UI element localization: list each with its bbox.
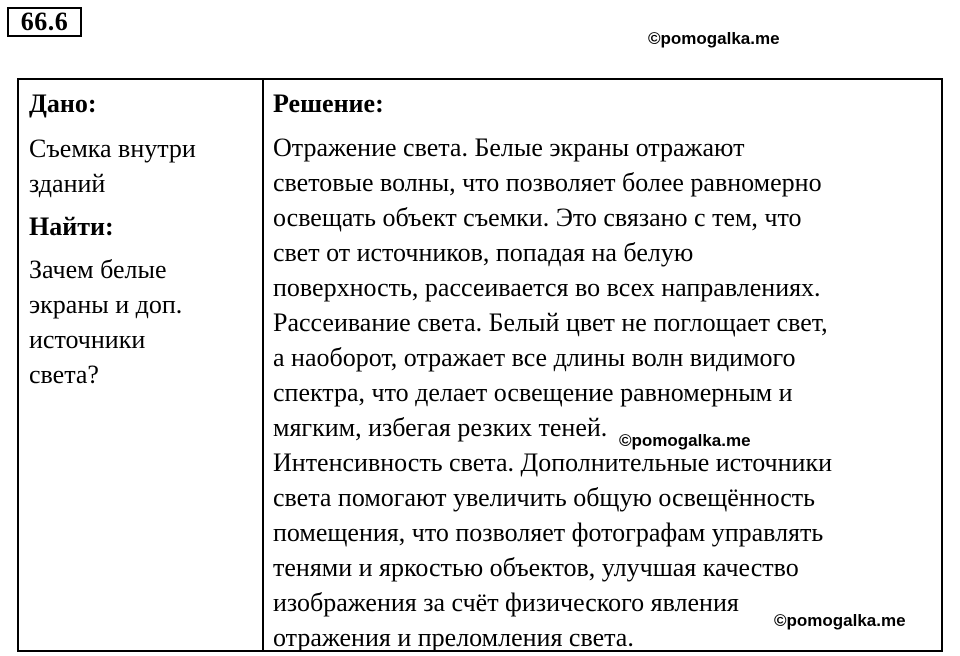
solution-line: а наоборот, отражает все длины волн видимого xyxy=(273,343,796,372)
given-heading: Дано: xyxy=(29,89,97,118)
solution-line: Интенсивность света. Дополнительные источники xyxy=(273,448,832,477)
watermark-top: ©pomogalka.me xyxy=(648,29,780,48)
solution-line: Отражение света. Белые экраны отражают xyxy=(273,133,745,162)
solution-table xyxy=(17,78,943,652)
solution-line: тенями и яркостью объектов, улучшая качество xyxy=(273,553,799,582)
solution-line: света помогают увеличить общую освещённость xyxy=(273,483,816,512)
solution-line: световые волны, что позволяет более равномерно xyxy=(273,168,822,197)
solution-line: свет от источников, попадая на белую xyxy=(273,238,694,267)
find-line: источники xyxy=(29,325,146,354)
solution-text xyxy=(273,130,941,655)
find-line: света? xyxy=(29,360,99,389)
find-line: экраны и доп. xyxy=(29,290,183,319)
watermark-bottom: ©pomogalka.me xyxy=(774,611,906,630)
find-heading: Найти: xyxy=(29,212,114,241)
solution-line: поверхность, рассеивается во всех направлениях. xyxy=(273,273,821,302)
solution-heading: Решение: xyxy=(273,89,384,118)
solution-line: изображения за счёт физического явления xyxy=(273,588,739,617)
solution-line: спектра, что делает освещение равномерным и xyxy=(273,378,793,407)
solution-line: мягким, избегая резких теней. xyxy=(273,413,608,442)
problem-number: 66.6 xyxy=(7,7,82,37)
given-text xyxy=(29,131,262,201)
find-line: Зачем белые xyxy=(29,255,167,284)
solution-line: освещать объект съемки. Это связано с тем, что xyxy=(273,203,802,232)
given-column xyxy=(19,80,264,650)
watermark-middle: ©pomogalka.me xyxy=(619,431,751,450)
solution-column xyxy=(264,80,941,650)
solution-line: Рассеивание света. Белый цвет не поглощает свет, xyxy=(273,308,828,337)
given-line: Съемка внутри xyxy=(29,134,196,163)
given-line: зданий xyxy=(29,169,106,198)
find-text xyxy=(29,252,262,392)
solution-line: помещения, что позволяет фотографам управлять xyxy=(273,518,824,547)
solution-line: отражения и преломления света. xyxy=(273,623,634,652)
